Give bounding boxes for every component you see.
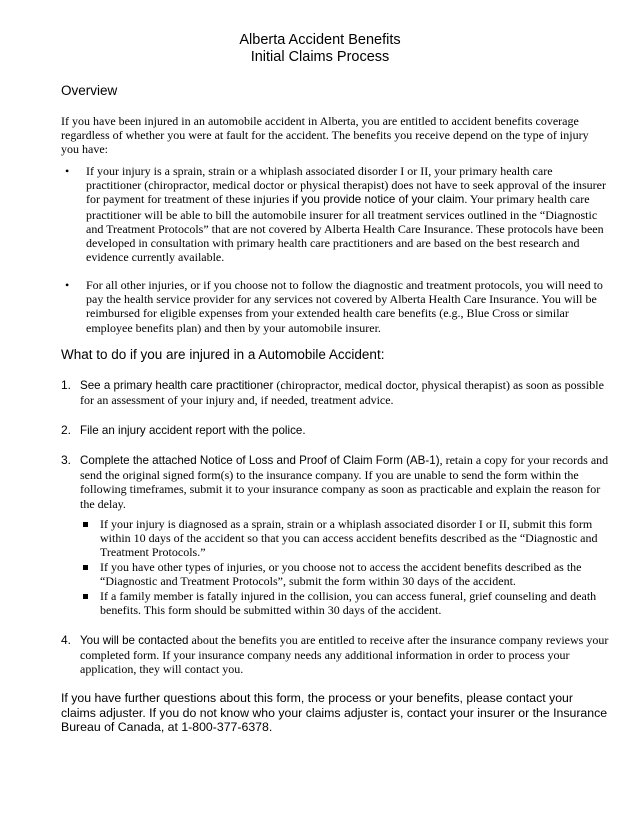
bullet-dot-icon: • bbox=[65, 278, 70, 292]
step-2-text: File an injury accident report with the police. bbox=[80, 424, 306, 437]
bullet-item-sprain bbox=[61, 164, 606, 264]
bullet-item-other bbox=[61, 278, 606, 335]
sub-item-1-text: If your injury is diagnosed as a sprain, strain or a whiplash associated disorder I or II, submit this form within 10 days of the accident so that you can access accident benefits described as the “Diagnostic and Treatment Protocols.” bbox=[100, 517, 598, 559]
step-3-rest: , retain a copy for your records and send the original signed form(s) to the insurance company. If you are unable to send the form within the following timeframes, submit it to your insurance company as soon as practicable and explain the reason for the delay. bbox=[80, 453, 609, 511]
step-1-lead: See a primary health care practitioner bbox=[80, 379, 274, 392]
step-3-number: 3. bbox=[61, 453, 72, 467]
step-4-rest: about the benefits you are entitled to receive after the insurance company reviews your completed form. If your insurance company needs any additional information in order to process your application, they will contact you. bbox=[80, 633, 609, 677]
step-3-item bbox=[61, 453, 609, 511]
step-3 bbox=[61, 453, 609, 511]
title-line-1: Alberta Accident Benefits bbox=[239, 32, 401, 48]
bullet-list-1 bbox=[61, 164, 606, 264]
what-to-do-heading: What to do if you are injured in a Automobile Accident: bbox=[61, 347, 385, 362]
step-4 bbox=[61, 633, 609, 677]
step-2-number: 2. bbox=[61, 423, 72, 437]
overview-heading: Overview bbox=[61, 83, 118, 98]
sub-item-other-injuries bbox=[80, 561, 608, 589]
step-3-sublist-3 bbox=[80, 590, 608, 618]
sub-item-whiplash bbox=[80, 518, 608, 559]
bullet1-emphasis: if you provide notice of your claim bbox=[292, 193, 465, 207]
bullet1-text-part1: If your injury is a sprain, strain or a whiplash associated disorder I or II, your primary health care practitioner (chiropractor, medical doctor or physical therapist) does not have to seek approval of the insurer for payment for treatment of these injuries bbox=[86, 164, 606, 207]
step-4-lead: You will be contacted bbox=[80, 634, 189, 647]
step-3-sublist-1 bbox=[80, 518, 608, 559]
bullet-list-2 bbox=[61, 278, 606, 335]
step-1 bbox=[61, 378, 609, 407]
sub-item-fatal bbox=[80, 590, 608, 618]
square-bullet-icon bbox=[83, 594, 88, 599]
bullet1-text-part2: . Your primary health care practitioner will be able to bill the automobile insurer for all treatment services outlined in the “Diagnostic and Treatment Protocols” that are not covered by Alberta Health Care Insurance. These protocols have been developed in consultation with primary health care practitioners and are based on the best research and evidence currently available. bbox=[86, 192, 604, 265]
closing-paragraph: If you have further questions about this form, the process or your benefits, please contact your claims adjuster. If you do not know who your claims adjuster is, contact your insurer or the Insurance Bureau of Canada, at 1-800-377-6378. bbox=[61, 691, 608, 735]
step-2-item bbox=[61, 423, 609, 438]
step-1-rest: (chiropractor, medical doctor, physical therapist) as soon as possible for an assessment of your injury and, if needed, treatment advice. bbox=[80, 378, 604, 408]
step-1-item bbox=[61, 378, 609, 407]
step-3-sublist-2 bbox=[80, 561, 608, 589]
step-1-number: 1. bbox=[61, 378, 72, 392]
page-title bbox=[0, 32, 640, 66]
title-line-2: Initial Claims Process bbox=[250, 49, 390, 65]
square-bullet-icon bbox=[83, 565, 88, 570]
step-3-lead: Complete the attached Notice of Loss and Proof of Claim Form (AB-1) bbox=[80, 454, 440, 467]
step-4-number: 4. bbox=[61, 633, 72, 647]
sub-item-3-text: If a family member is fatally injured in the collision, you can access funeral, grief counseling and death benefits. This form should be submitted within 30 days of the accident. bbox=[100, 589, 597, 617]
step-4-item bbox=[61, 633, 609, 677]
bullet2-text: For all other injuries, or if you choose not to follow the diagnostic and treatment protocols, you will need to pay the health service provider for any services not covered by Alberta Health Care Insurance. You will be reimbursed for eligible expenses from your extended health care benefits (e.g., Blue Cross or similar employee benefits plan) and then by your automobile insurer. bbox=[86, 278, 603, 335]
square-bullet-icon bbox=[83, 522, 88, 527]
intro-paragraph: If you have been injured in an automobile accident in Alberta, you are entitled to accident benefits coverage regardless of whether you were at fault for the accident. The benefits you receive depend on the type of injury you have: bbox=[61, 114, 589, 157]
step-2 bbox=[61, 423, 609, 438]
sub-item-2-text: If you have other types of injuries, or you choose not to access the accident benefits described as the “Diagnostic and Treatment Protocols”, submit the form within 30 days of the accident. bbox=[100, 560, 582, 588]
bullet-dot-icon: • bbox=[65, 164, 70, 178]
